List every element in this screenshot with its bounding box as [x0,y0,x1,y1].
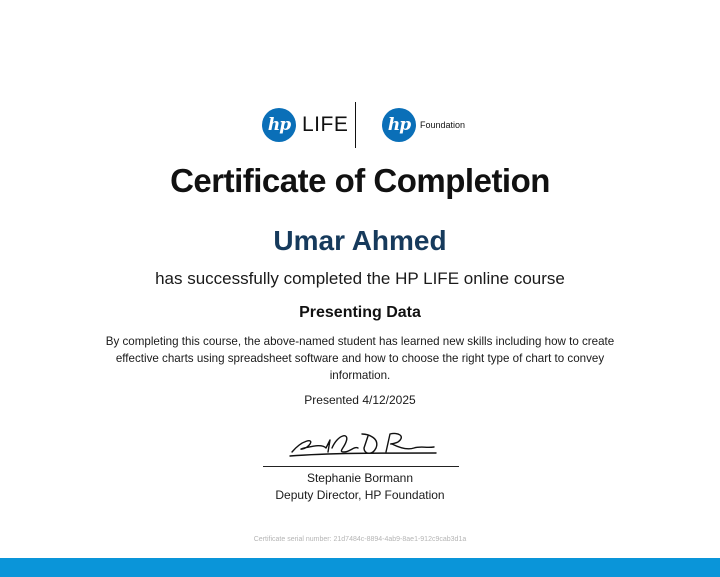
completion-statement: has successfully completed the HP LIFE online course [155,269,565,288]
signatory-name: Stephanie Bormann [306,471,414,485]
hp-foundation-logo-icon: hp [382,108,416,142]
certificate-serial-number: Certificate serial number: 21d7484c-8894-4ab9-8ae1-912c9cab3d1a [253,536,467,543]
logo-divider [355,102,356,148]
hp-logo-icon: hp [262,108,296,142]
hp-life-logo-text: LIFE [302,113,349,136]
logo-row [0,102,720,148]
course-name: Presenting Data [299,304,421,321]
hp-foundation-logo-text: Foundation [420,120,466,130]
signature-image [288,426,438,462]
bottom-accent-bar [0,558,720,577]
signatory-title: Deputy Director, HP Foundation [275,488,445,502]
course-description: By completing this course, the above-named student has learned new skills including how to create effective charts using spreadsheet software and how to choose the right type of chart to convey information. [105,335,615,382]
presented-date: Presented 4/12/2025 [304,393,416,407]
signature-line [263,466,459,467]
certificate-title: Certificate of Completion [170,162,550,199]
student-name: Umar Ahmed [273,225,447,256]
